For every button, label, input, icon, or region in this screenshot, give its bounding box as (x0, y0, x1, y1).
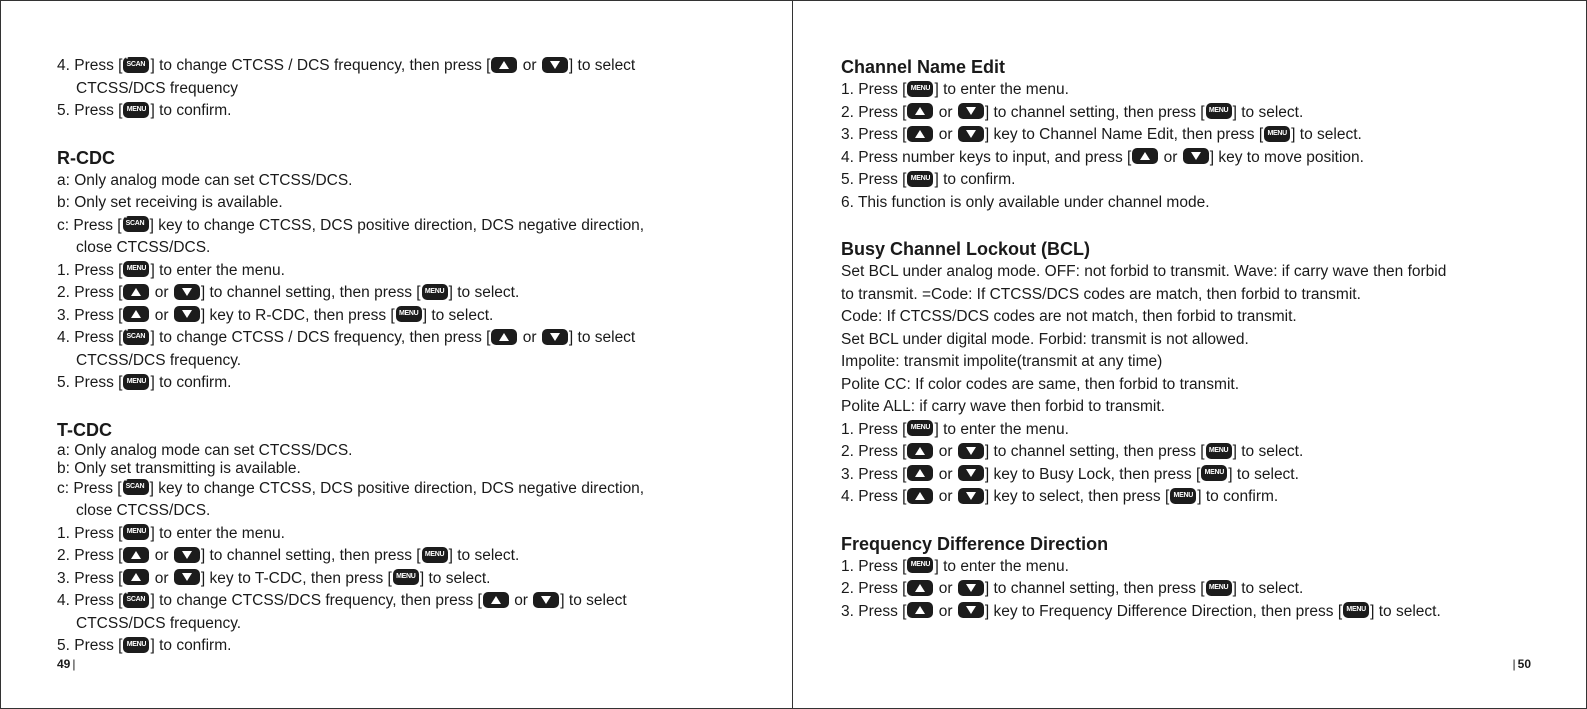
left-page (1, 1, 792, 708)
down-arrow-key-icon (542, 57, 568, 73)
menu-key-icon: MENU (123, 102, 149, 118)
menu-key-icon: MENU (396, 306, 422, 322)
tcdc-line-c-cont: close CTCSS/DCS. (76, 502, 211, 519)
cne-step-3: 3. Press [ or ] key to Channel Name Edit, then press [ MENU ] to select. (841, 126, 1362, 143)
scan-key-icon: * SCAN (123, 329, 149, 345)
right-page-content (841, 55, 1541, 623)
up-arrow-key-icon (907, 488, 933, 504)
cne-step-4: 4. Press number keys to input, and press [ or ] key to move position. (841, 148, 1364, 166)
rcdc-step-3: 3. Press [ or ] key to R-CDC, then press [ MENU ] to select. (57, 306, 494, 324)
down-arrow-key-icon (533, 592, 559, 608)
intro-step-4-cont: CTCSS/DCS frequency (76, 79, 238, 97)
up-arrow-key-icon (907, 580, 933, 596)
intro-step-5: 5. Press [ MENU ] to confirm. (57, 102, 232, 119)
fdd-step-2: 2. Press [ or ] to channel setting, then press [ MENU ] to select. (841, 580, 1304, 597)
rcdc-line-a: a: Only analog mode can set CTCSS/DCS. (57, 171, 353, 189)
spacer (841, 214, 1541, 237)
bcl-desc-line: Impolite: transmit impolite(transmit at any time) (841, 353, 1163, 370)
up-arrow-key-icon (907, 103, 933, 119)
scan-key-icon: * SCAN (123, 592, 149, 608)
menu-key-icon: MENU (422, 284, 448, 300)
spacer (57, 395, 757, 418)
fdd-step-3: 3. Press [ or ] key to Frequency Difference Direction, then press [ MENU ] to select. (841, 602, 1441, 620)
rcdc-step-1: 1. Press [ MENU ] to enter the menu. (57, 261, 285, 279)
down-arrow-key-icon (958, 443, 984, 459)
menu-key-icon: MENU (123, 261, 149, 277)
section-title-tcdc: T-CDC (57, 419, 112, 440)
bcl-desc-line: Set BCL under digital mode. Forbid: transmit is not allowed. (841, 330, 1249, 348)
section-title-bcl: Busy Channel Lockout (BCL) (841, 239, 1091, 259)
menu-key-icon: MENU (123, 524, 149, 540)
scan-key-icon: * SCAN (123, 57, 149, 73)
rcdc-step-4-cont: CTCSS/DCS frequency. (76, 351, 242, 369)
down-arrow-key-icon (542, 329, 568, 345)
cne-step-1: 1. Press [ MENU ] to enter the menu. (841, 81, 1069, 98)
scan-key-icon: * SCAN (123, 216, 149, 232)
tcdc-step-4: 4. Press [ * SCAN ] to change CTCSS/DCS frequency, then press [ or ] to select (57, 590, 627, 609)
up-arrow-key-icon (123, 306, 149, 322)
scan-key-icon: * SCAN (123, 479, 149, 495)
rcdc-step-4: 4. Press [ * SCAN ] to change CTCSS / DCS frequency, then press [ or ] to select (57, 327, 636, 346)
down-arrow-key-icon (1183, 148, 1209, 164)
tcdc-step-1: 1. Press [ MENU ] to enter the menu. (57, 524, 285, 542)
cne-step-2: 2. Press [ or ] to channel setting, then press [ MENU ] to select. (841, 103, 1304, 121)
up-arrow-key-icon (491, 329, 517, 345)
tcdc-step-5: 5. Press [ MENU ] to confirm. (57, 637, 232, 654)
tcdc-step-3: 3. Press [ or ] key to T-CDC, then press [ MENU ] to select. (57, 569, 491, 587)
menu-key-icon: MENU (1343, 602, 1369, 618)
up-arrow-key-icon (123, 569, 149, 585)
right-page (793, 1, 1586, 708)
down-arrow-key-icon (174, 547, 200, 563)
cne-step-5: 5. Press [ MENU ] to confirm. (841, 171, 1016, 188)
menu-key-icon: MENU (123, 374, 149, 390)
menu-key-icon: MENU (393, 569, 419, 585)
down-arrow-key-icon (174, 569, 200, 585)
menu-key-icon: MENU (422, 547, 448, 563)
menu-key-icon: MENU (907, 557, 933, 573)
rcdc-line-c: c: Press [ * SCAN ] key to change CTCSS, DCS positive direction, DCS negative direction, (57, 215, 645, 234)
fdd-step-1: 1. Press [ MENU ] to enter the menu. (841, 557, 1069, 575)
menu-key-icon: MENU (907, 171, 933, 187)
down-arrow-key-icon (174, 306, 200, 322)
menu-key-icon: MENU (1206, 103, 1232, 119)
up-arrow-key-icon (483, 592, 509, 608)
page-number-right: | 50 (1512, 657, 1531, 671)
spacer (841, 509, 1541, 532)
section-title-rcdc: R-CDC (57, 147, 115, 168)
up-arrow-key-icon (123, 284, 149, 300)
bcl-desc-line: Polite CC: If color codes are same, then forbid to transmit. (841, 375, 1240, 393)
menu-key-icon: MENU (907, 420, 933, 436)
bcl-step-3: 3. Press [ or ] key to Busy Lock, then press [ MENU ] to select. (841, 465, 1299, 483)
rcdc-line-c-cont: close CTCSS/DCS. (76, 239, 211, 256)
rcdc-step-5: 5. Press [ MENU ] to confirm. (57, 374, 232, 391)
down-arrow-key-icon (958, 103, 984, 119)
up-arrow-key-icon (1132, 148, 1158, 164)
down-arrow-key-icon (958, 465, 984, 481)
bcl-desc-line: Polite ALL: if carry wave then forbid to transmit. (841, 398, 1165, 415)
spacer (57, 123, 757, 146)
menu-key-icon: MENU (1206, 443, 1232, 459)
up-arrow-key-icon (907, 465, 933, 481)
tcdc-line-b: b: Only set transmitting is available. (57, 459, 301, 477)
intro-step-4: 4. Press [ * SCAN ] to change CTCSS / DCS frequency, then press [ or ] to select (57, 55, 636, 74)
menu-key-icon: MENU (123, 637, 149, 653)
down-arrow-key-icon (174, 284, 200, 300)
section-title-frequency-difference-direction: Frequency Difference Direction (841, 533, 1109, 554)
rcdc-step-2: 2. Press [ or ] to channel setting, then press [ MENU ] to select. (57, 284, 520, 301)
bcl-desc-line: Code: If CTCSS/DCS codes are not match, then forbid to transmit. (841, 308, 1297, 325)
up-arrow-key-icon (491, 57, 517, 73)
down-arrow-key-icon (958, 602, 984, 618)
tcdc-line-a: a: Only analog mode can set CTCSS/DCS. (57, 441, 353, 459)
down-arrow-key-icon (958, 126, 984, 142)
up-arrow-key-icon (907, 443, 933, 459)
down-arrow-key-icon (958, 580, 984, 596)
menu-key-icon: MENU (1201, 465, 1227, 481)
bcl-step-2: 2. Press [ or ] to channel setting, then press [ MENU ] to select. (841, 443, 1304, 460)
bcl-step-4: 4. Press [ or ] key to select, then press [ MENU ] to confirm. (841, 488, 1279, 505)
tcdc-step-4-cont: CTCSS/DCS frequency. (76, 614, 242, 632)
cne-step-6: 6. This function is only available under channel mode. (841, 193, 1210, 211)
up-arrow-key-icon (907, 126, 933, 142)
tcdc-step-2: 2. Press [ or ] to channel setting, then press [ MENU ] to select. (57, 547, 520, 564)
down-arrow-key-icon (958, 488, 984, 504)
section-title-channel-name-edit: Channel Name Edit (841, 57, 1006, 77)
menu-key-icon: MENU (1170, 488, 1196, 504)
menu-key-icon: MENU (907, 81, 933, 97)
left-page-content (57, 55, 757, 658)
tcdc-line-c: c: Press [ * SCAN ] key to change CTCSS, DCS positive direction, DCS negative direction, (57, 478, 645, 497)
up-arrow-key-icon (123, 547, 149, 563)
bcl-desc-line: Set BCL under analog mode. OFF: not forbid to transmit. Wave: if carry wave then forbid (841, 263, 1447, 280)
up-arrow-key-icon (907, 602, 933, 618)
menu-key-icon: MENU (1264, 126, 1290, 142)
bcl-step-1: 1. Press [ MENU ] to enter the menu. (841, 420, 1069, 438)
menu-key-icon: MENU (1206, 580, 1232, 596)
page-number-left: 49 | (57, 657, 76, 671)
rcdc-line-b: b: Only set receiving is available. (57, 194, 283, 211)
bcl-desc-line: to transmit. =Code: If CTCSS/DCS codes are match, then forbid to transmit. (841, 285, 1361, 303)
